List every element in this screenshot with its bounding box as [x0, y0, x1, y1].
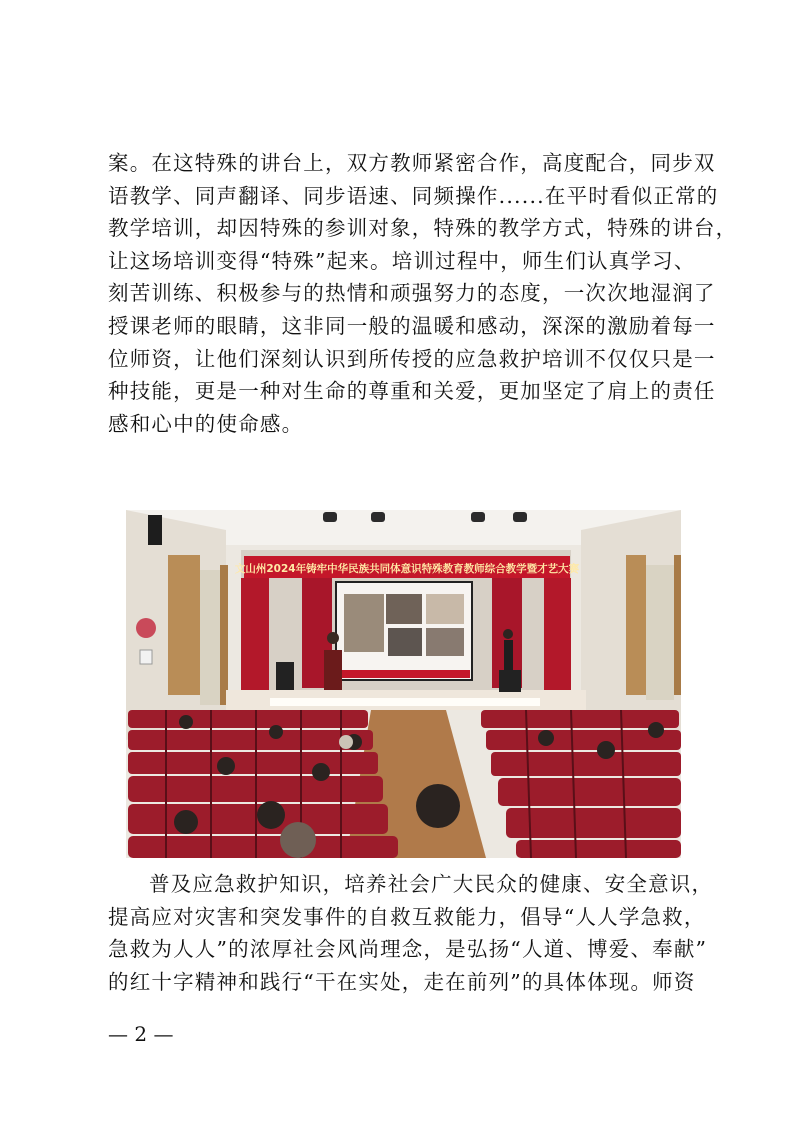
- text-line: 的红十字精神和践行“干在实处，走在前列”的具体体现。师资: [108, 969, 696, 994]
- text-line: 语教学、同声翻译、同步语速、同频操作......在平时看似正常的: [108, 183, 719, 208]
- text-line: 种技能，更是一种对生命的尊重和关爱，更加坚定了肩上的责任: [108, 379, 716, 404]
- text-line: 普及应急救护知识，培养社会广大民众的健康、安全意识，: [149, 872, 714, 896]
- banner-text: 文山州2024年铸牢中华民族共同体意识特殊教育教师综合教学暨才艺大赛: [234, 563, 580, 575]
- paragraph-training-story: [108, 147, 738, 440]
- text-line: 提高应对灾害和突发事件的自救互救能力，倡导“人人学急救，: [108, 904, 706, 929]
- text-line: 教学培训，却因特殊的参训对象，特殊的教学方式，特殊的讲台，: [108, 216, 738, 241]
- text-line: 让这场培训变得“特殊”起来。培训过程中，师生们认真学习、: [108, 248, 696, 273]
- text-line: 位师资，让他们深刻认识到所传授的应急救护培训不仅仅只是一: [108, 346, 716, 371]
- auditorium-photo: [126, 510, 681, 858]
- text-line: 案。在这特殊的讲台上，双方教师紧密合作，高度配合，同步双: [108, 151, 716, 175]
- text-line: 急救为人人”的浓厚社会风尚理念，是弘扬“人道、博爱、奉献”: [108, 937, 708, 962]
- paragraph-first-aid-promotion: [108, 868, 714, 998]
- document-page: 案。在这特殊的讲台上，双方教师紧密合作，高度配合，同步双 语教学、同声翻译、同步语速、同频操作......在平时看似正常的 教学培训，却因特殊的参训对象，特殊的教学方式，特殊的讲台， 让这场培训变得“特殊”起来。培训过程中，师生们认真学习、 刻苦训练、积极参与的热情和顽强努力的态度，一次次地湿润了 授课老师的眼睛，这非同一般的温暖和感动，深深的激励着每一 位师资，让他们深刻认识到所传授的应急救护培训不仅仅只是一 种技能，更是一种对生命的尊重和关爱，更加坚定了肩上的责任 感和心中的使命感。 文山州2024年铸牢中华民族共同体意识特殊教育教师综合教学暨才艺大赛 普及应急救护知识，培养社会广大民众的健康、安全意识， 提高应对灾害和突发事件的自救互救能力，倡导“人人学急救， 急救为人人”的浓厚社会风尚理念，是弘扬“人道、博爱、奉献” 的红十字精神和践行“干在实处，走在前列”的具体体现。师资 — 2 —: [0, 0, 793, 1122]
- text-line: 感和心中的使命感。: [108, 411, 304, 436]
- text-line: 刻苦训练、积极参与的热情和顽强努力的态度，一次次地湿润了: [108, 281, 716, 306]
- text-line: 授课老师的眼睛，这非同一般的温暖和感动，深深的激励着每一: [108, 313, 716, 338]
